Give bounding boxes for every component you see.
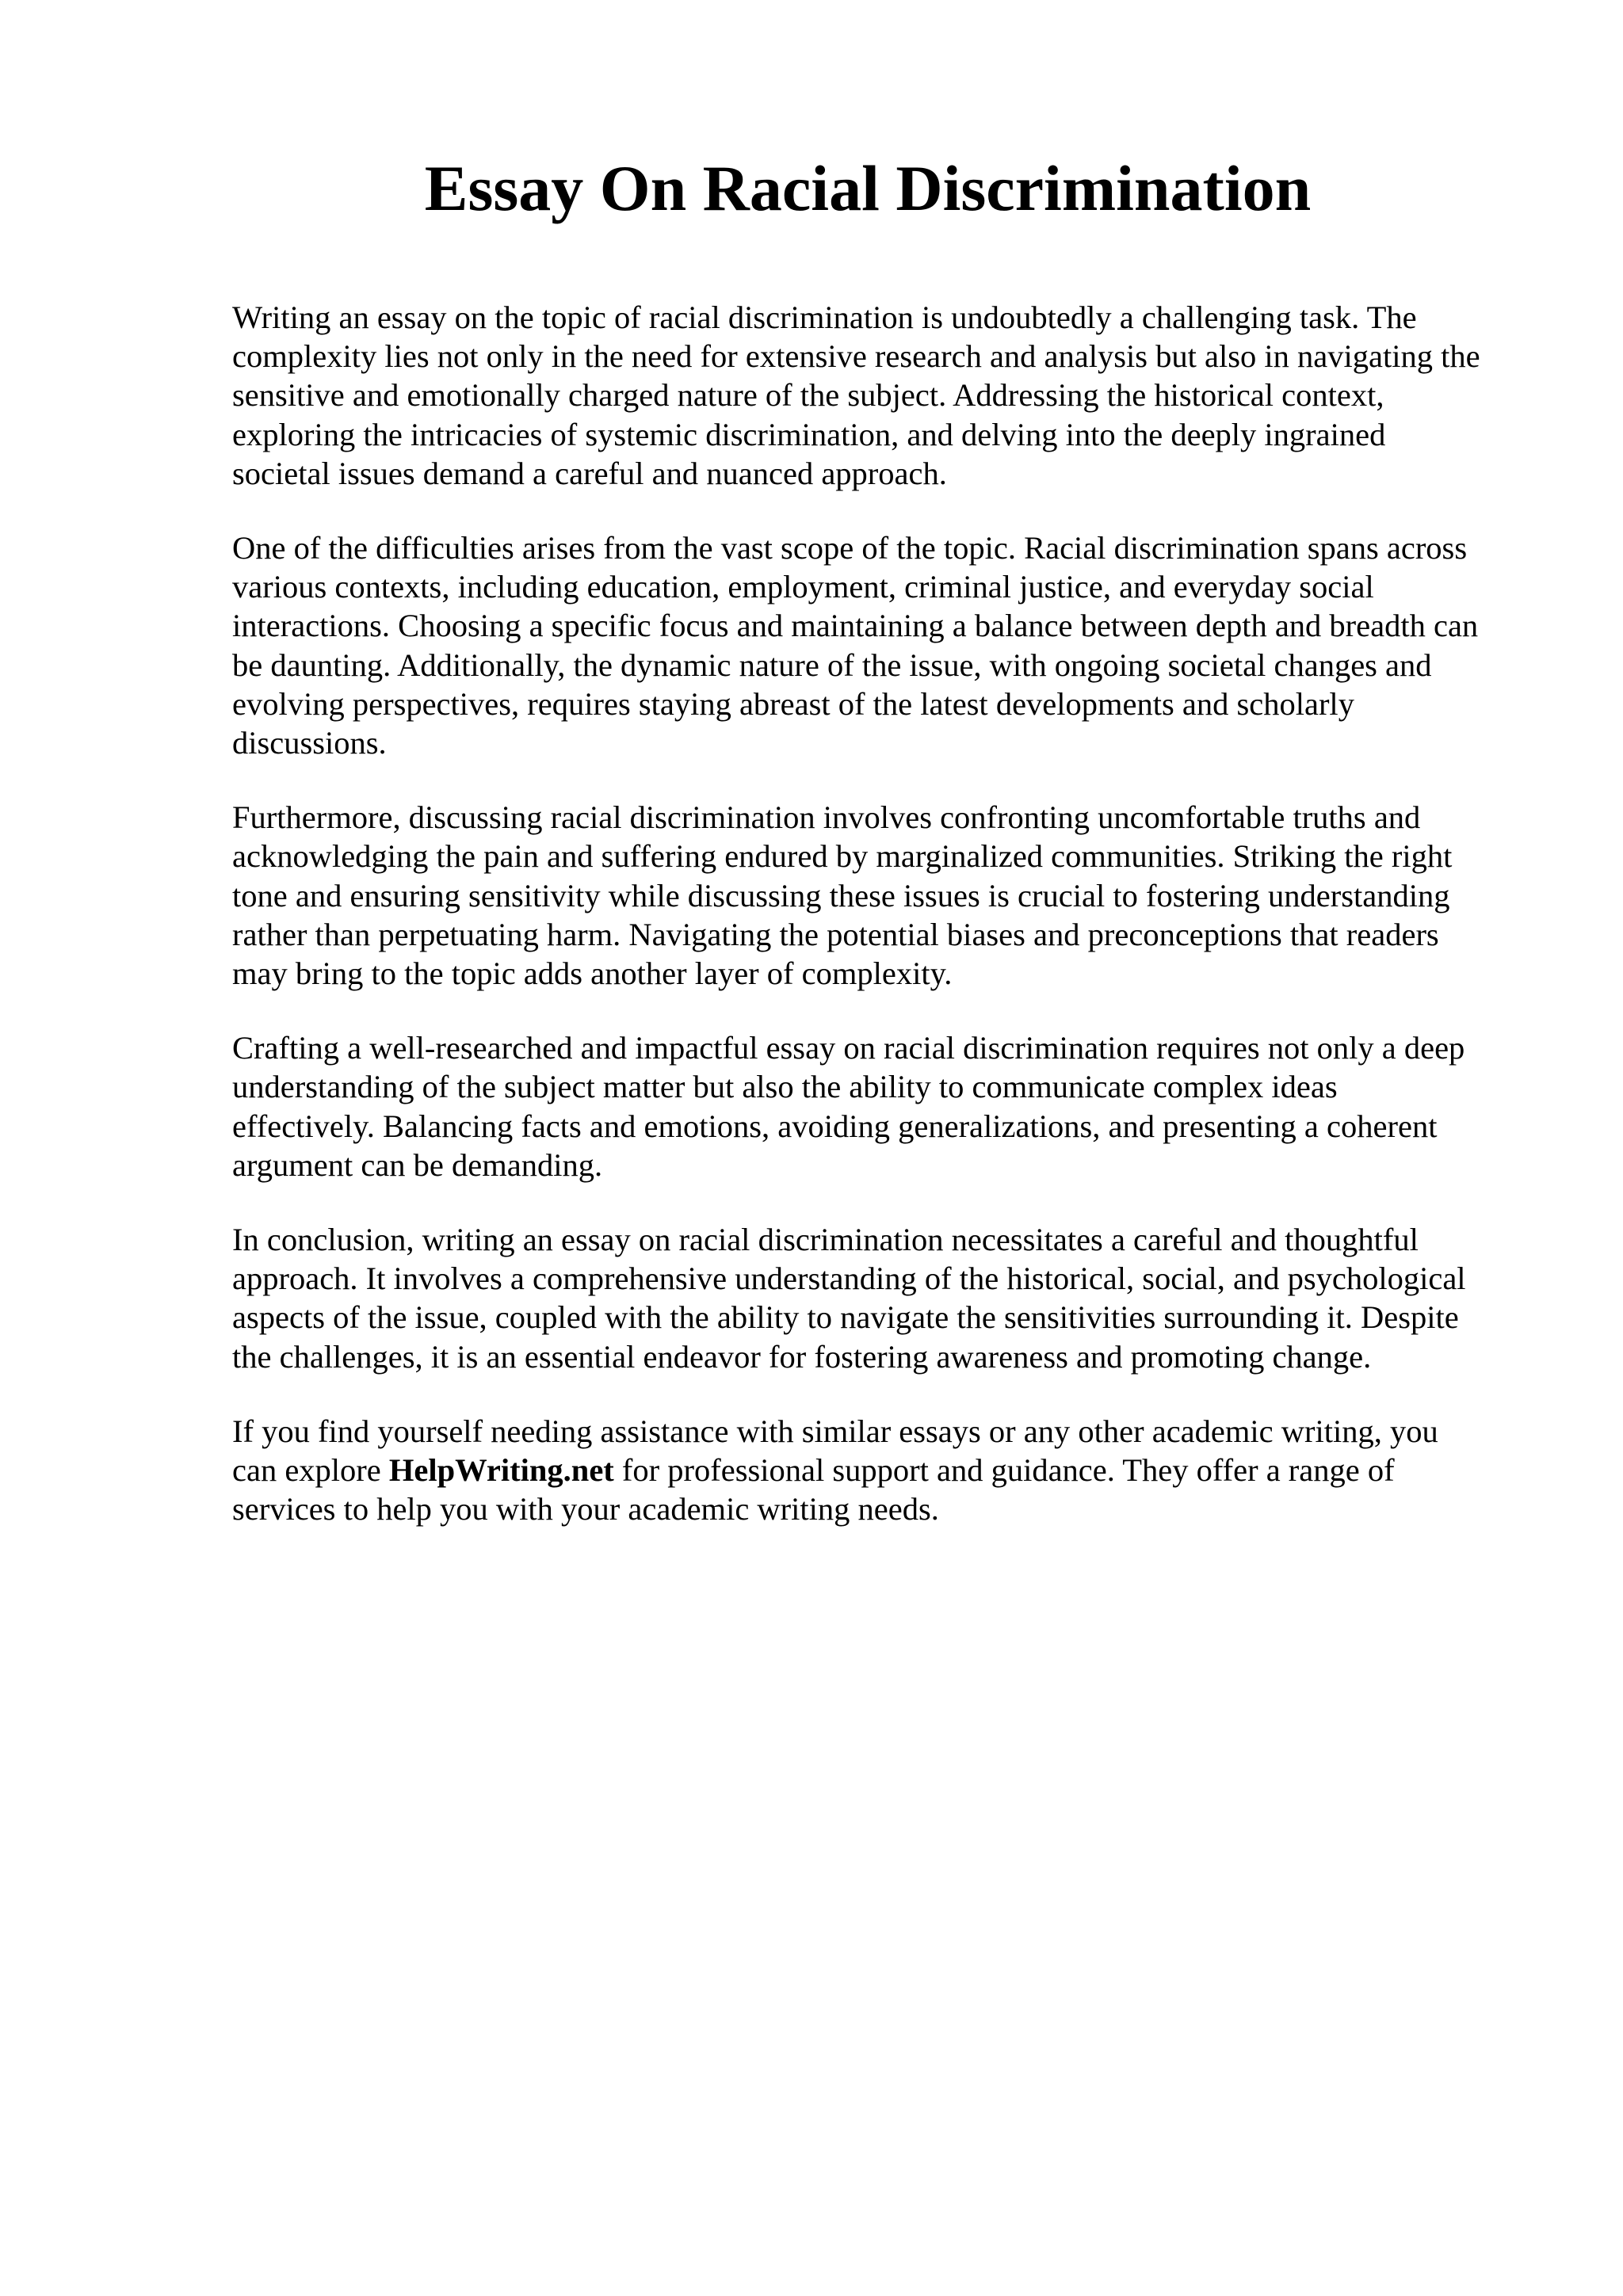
text-line: discussions. — [232, 725, 387, 761]
text-segment: for professional support and guidance. They offer a range of — [613, 1452, 1395, 1489]
text-line-with-brand — [232, 1451, 1532, 1489]
paragraph-conclusion — [232, 1220, 1532, 1376]
text-line: aspects of the issue, coupled with the ability to navigate the sensitivities surrounding it. Despite — [232, 1299, 1459, 1336]
text-line: effectively. Balancing facts and emotions, avoiding generalizations, and presenting a coherent — [232, 1108, 1438, 1144]
text-line: Writing an essay on the topic of racial discrimination is undoubtedly a challenging task. The — [232, 299, 1417, 335]
paragraph-scope — [232, 528, 1532, 762]
text-line: tone and ensuring sensitivity while discussing these issues is crucial to fostering understanding — [232, 877, 1450, 913]
paragraph-sensitivity — [232, 798, 1532, 993]
text-line: One of the difficulties arises from the vast scope of the topic. Racial discrimination spans across — [232, 530, 1468, 566]
text-line: services to help you with your academic writing needs. — [232, 1491, 939, 1527]
text-line: argument can be demanding. — [232, 1146, 603, 1183]
text-line: Furthermore, discussing racial discrimination involves confronting uncomfortable truths and — [232, 799, 1421, 836]
text-line: If you find yourself needing assistance with similar essays or any other academic writing, you — [232, 1413, 1438, 1449]
text-line: may bring to the topic adds another layer of complexity. — [232, 955, 953, 992]
helpwriting-link[interactable]: HelpWriting.net — [388, 1452, 614, 1489]
text-line: rather than perpetuating harm. Navigating the potential biases and preconceptions that readers — [232, 916, 1439, 952]
paragraph-intro — [232, 298, 1532, 493]
text-line: interactions. Choosing a specific focus and maintaining a balance between depth and breadth can — [232, 608, 1479, 644]
text-line: evolving perspectives, requires staying abreast of the latest developments and scholarly — [232, 685, 1354, 722]
text-line: exploring the intricacies of systemic discrimination, and delving into the deeply ingrained — [232, 416, 1386, 452]
text-line: approach. It involves a comprehensive understanding of the historical, social, and psychological — [232, 1261, 1466, 1297]
text-line: Crafting a well-researched and impactful essay on racial discrimination requires not only a deep — [232, 1030, 1465, 1066]
document-body — [232, 298, 1532, 1564]
text-line: various contexts, including education, employment, criminal justice, and everyday social — [232, 569, 1374, 605]
document-title: Essay On Racial Discrimination — [424, 152, 1312, 224]
text-line: be daunting. Additionally, the dynamic nature of the issue, with ongoing societal changes and — [232, 646, 1432, 683]
text-line: complexity lies not only in the need for extensive research and analysis but also in navigating the — [232, 338, 1480, 375]
paragraph-crafting — [232, 1028, 1532, 1184]
paragraph-closing — [232, 1412, 1532, 1529]
text-line: the challenges, it is an essential endeavor for fostering awareness and promoting change. — [232, 1338, 1372, 1375]
text-line: societal issues demand a careful and nuanced approach. — [232, 455, 947, 491]
text-line: acknowledging the pain and suffering endured by marginalized communities. Striking the right — [232, 838, 1453, 875]
text-line: understanding of the subject matter but also the ability to communicate complex ideas — [232, 1069, 1338, 1105]
text-line: In conclusion, writing an essay on racial discrimination necessitates a careful and thoughtful — [232, 1222, 1419, 1258]
text-segment: can explore — [232, 1452, 389, 1489]
text-line: sensitive and emotionally charged nature of the subject. Addressing the historical context, — [232, 377, 1384, 414]
